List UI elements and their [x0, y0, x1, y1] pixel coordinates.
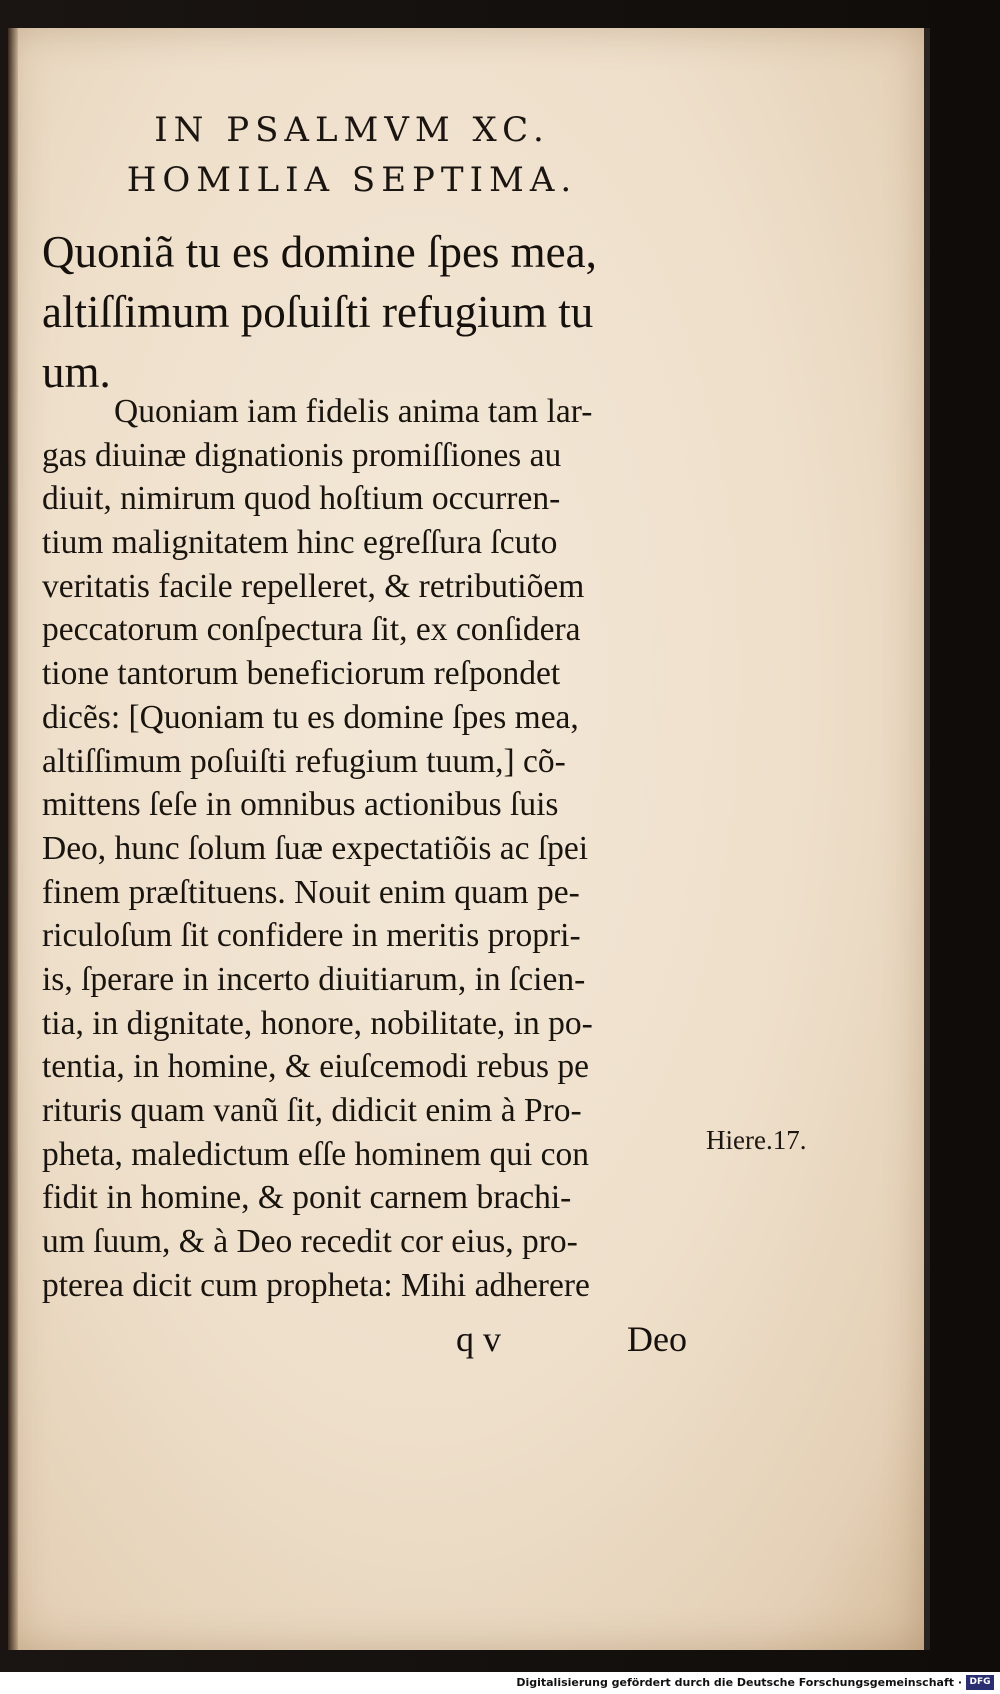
- body-line: tione tantorum beneficiorum reſpondet: [42, 655, 561, 693]
- body-line: tentia, in homine, & eiuſcemodi rebus pe: [42, 1048, 590, 1086]
- body-line: tia, in dignitate, honore, nobilitate, in po-: [42, 1004, 593, 1042]
- lemma-line: Quoniã tu es domine ſpes mea,: [42, 227, 597, 277]
- body-line: is, ſperare in incerto diuitiarum, in ſcien-: [42, 960, 586, 998]
- page-gutter-shadow: [8, 28, 18, 1650]
- body-line: pheta, maledictum eſſe hominem qui con: [42, 1135, 590, 1173]
- body-line: tium malignitatem hinc egreſſura ſcuto: [42, 524, 558, 562]
- body-line: dicẽs: [Quoniam tu es domine ſpes mea,: [42, 698, 579, 736]
- marginal-reference: Hiere.17.: [706, 1125, 807, 1155]
- body-line: Deo, hunc ſolum ſuæ expectatiõis ac ſpei: [42, 829, 589, 867]
- footer-credit: Digitalisierung gefördert durch die Deutsche Forschungsgemeinschaft ·: [516, 1676, 962, 1689]
- body-line: um ſuum, & à Deo recedit cor eius, pro-: [42, 1223, 578, 1261]
- body-line: altiſſimum poſuiſti refugium tuum,] cõ-: [42, 742, 566, 780]
- running-head-subtitle: HOMILIA SEPTIMA.: [126, 160, 578, 200]
- body-line: Quoniam iam fidelis anima tam lar-: [114, 393, 593, 430]
- running-head-title: IN PSALMVM XC.: [154, 110, 550, 150]
- signature-mark: q v: [456, 1319, 501, 1359]
- catchword: Deo: [627, 1319, 687, 1359]
- lemma-verse: [42, 222, 692, 402]
- lemma-line: um.: [42, 347, 111, 397]
- body-line: finem præſtituens. Nouit enim quam pe-: [42, 873, 580, 911]
- body-line: rituris quam vanũ ſit, didicit enim à Pro-: [42, 1092, 582, 1129]
- dfg-logo-icon: DFG: [966, 1675, 994, 1690]
- body-line: mittens ſeſe in omnibus actionibus ſuis: [42, 786, 559, 824]
- body-line: gas diuinæ dignationis promiſſiones au: [42, 436, 562, 474]
- lemma-line: altiſſimum poſuiſti refugium tu: [42, 287, 594, 337]
- body-line: pterea dicit cum propheta: Mihi adherere: [42, 1266, 590, 1304]
- catchline: [0, 1318, 700, 1364]
- body-line: veritatis facile repelleret, & retributiõem: [42, 567, 585, 605]
- body-line: fidit in homine, & ponit carnem brachi-: [42, 1179, 572, 1217]
- body-text: [42, 390, 692, 1307]
- body-line: peccatorum conſpectura ſit, ex conſidera: [42, 611, 581, 649]
- body-line: riculoſum ſit confidere in meritis propri-: [42, 917, 581, 955]
- body-line: diuit, nimirum quod hoſtium occurren-: [42, 480, 561, 518]
